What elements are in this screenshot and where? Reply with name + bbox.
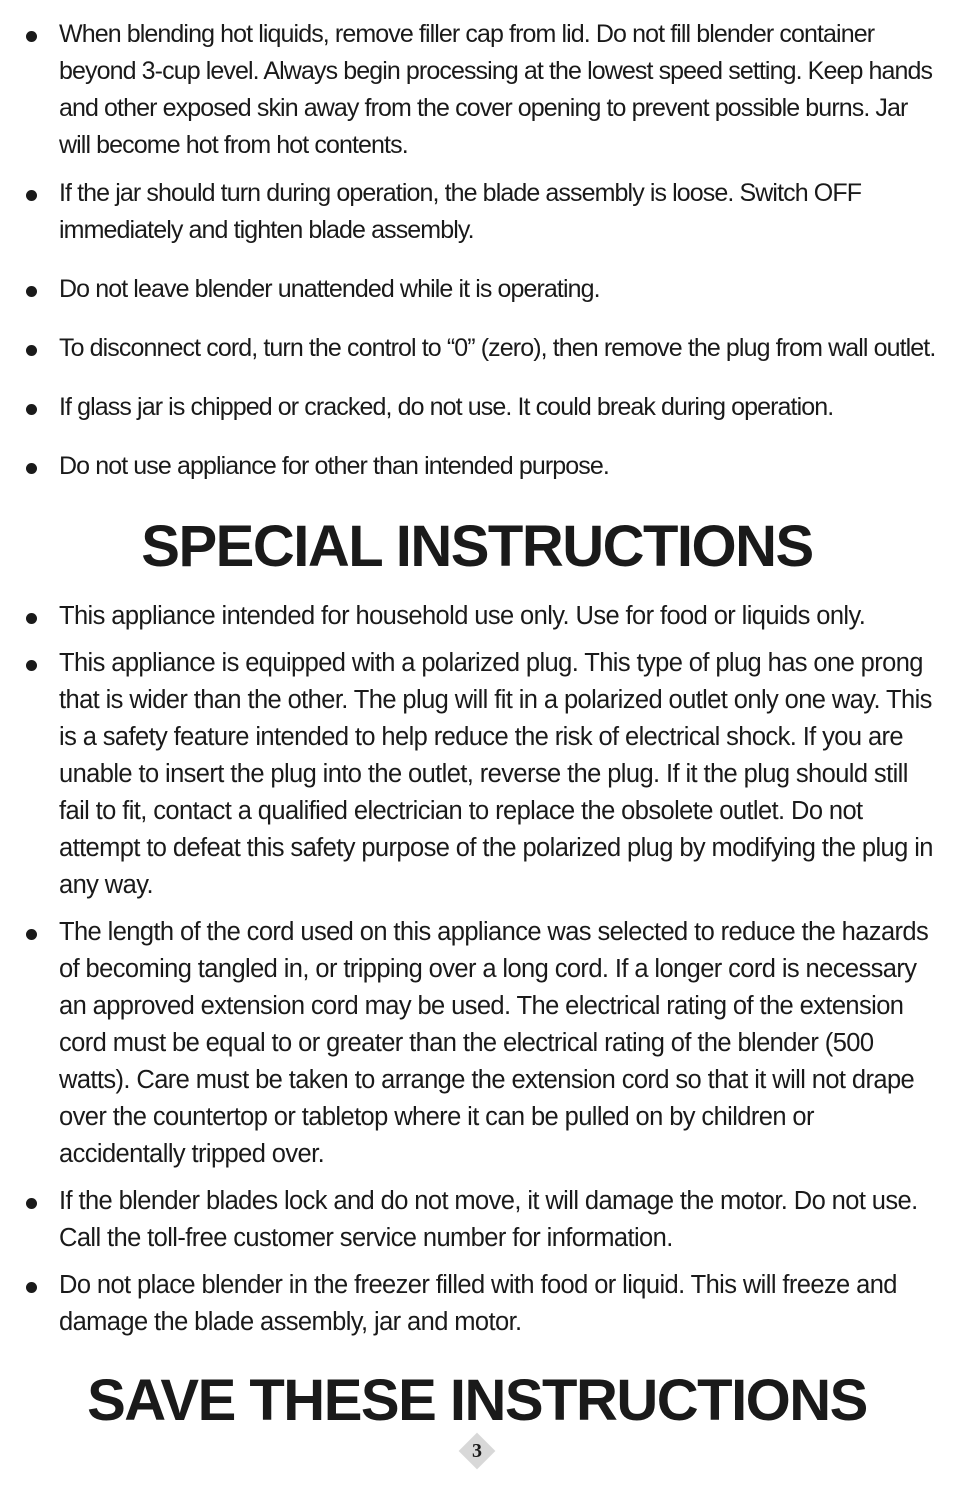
list-item-text: If the blender blades lock and do not move, it will damage the motor. Do not use. Call the toll-free customer service number for information.: [59, 1187, 918, 1252]
list-item-text: Do not use appliance for other than intended purpose.: [59, 452, 609, 480]
special-instructions-list: [0, 598, 954, 1351]
list-item: [0, 330, 954, 367]
page-number-badge: [459, 1433, 495, 1469]
list-item: [0, 1267, 954, 1341]
list-item-text: If glass jar is chipped or cracked, do not use. It could break during operation.: [59, 393, 834, 421]
bullet-icon: [26, 1198, 37, 1209]
list-item: [0, 1183, 954, 1257]
list-item: [0, 914, 954, 1173]
list-item-text: This appliance intended for household use only. Use for food or liquids only.: [59, 602, 866, 630]
bullet-icon: [26, 660, 37, 671]
list-item: [0, 16, 954, 164]
bullet-icon: [26, 286, 37, 297]
bullet-icon: [26, 404, 37, 415]
list-item-text: This appliance is equipped with a polarized plug. This type of plug has one prong that is wider than the other. The plug will fit in a polarized outlet only one way. This is a safety feature intended to help reduce the risk of electrical shock. If you are unable to insert the plug into the outlet, reverse the plug. If it the plug should still fail to fit, contact a qualified electrician to replace the obsolete outlet. Do not attempt to defeat this safety purpose of the polarized plug by modifying the plug in any way.: [59, 649, 933, 899]
list-item: [0, 175, 954, 249]
bullet-icon: [26, 190, 37, 201]
bullet-icon: [26, 1282, 37, 1293]
list-item-text: To disconnect cord, turn the control to “0” (zero), then remove the plug from wall outlet.: [59, 334, 936, 362]
bullet-icon: [26, 31, 37, 42]
list-item: [0, 271, 954, 308]
list-item: [0, 448, 954, 485]
page-number: 3: [472, 1440, 482, 1462]
bullet-icon: [26, 929, 37, 940]
bullet-icon: [26, 345, 37, 356]
safety-bullet-list: [0, 16, 954, 485]
list-item-text: When blending hot liquids, remove filler cap from lid. Do not fill blender container beyond 3-cup level. Always begin processing at the lowest speed setting. Keep hands and other exposed skin away from the cover opening to prevent possible burns. Jar will become hot from hot contents.: [59, 20, 933, 159]
list-item-text: If the jar should turn during operation, the blade assembly is loose. Switch OFF immediately and tighten blade assembly.: [59, 179, 862, 244]
bullet-icon: [26, 463, 37, 474]
special-instructions-heading: SPECIAL INSTRUCTIONS: [141, 514, 813, 579]
list-item-text: Do not leave blender unattended while it is operating.: [59, 275, 600, 303]
list-item: [0, 598, 954, 635]
list-item: [0, 645, 954, 904]
save-instructions-heading: SAVE THESE INSTRUCTIONS: [87, 1368, 867, 1433]
bullet-icon: [26, 613, 37, 624]
list-item-text: Do not place blender in the freezer filled with food or liquid. This will freeze and damage the blade assembly, jar and motor.: [59, 1271, 897, 1336]
list-item: [0, 389, 954, 426]
list-item-text: The length of the cord used on this appliance was selected to reduce the hazards of becoming tangled in, or tripping over a long cord. If a longer cord is necessary an approved extension cord may be used. The electrical rating of the extension cord must be equal to or greater than the electrical rating of the blender (500 watts). Care must be taken to arrange the extension cord so that it will not drape over the countertop or tabletop where it can be pulled on by children or accidentally tripped over.: [59, 918, 929, 1168]
